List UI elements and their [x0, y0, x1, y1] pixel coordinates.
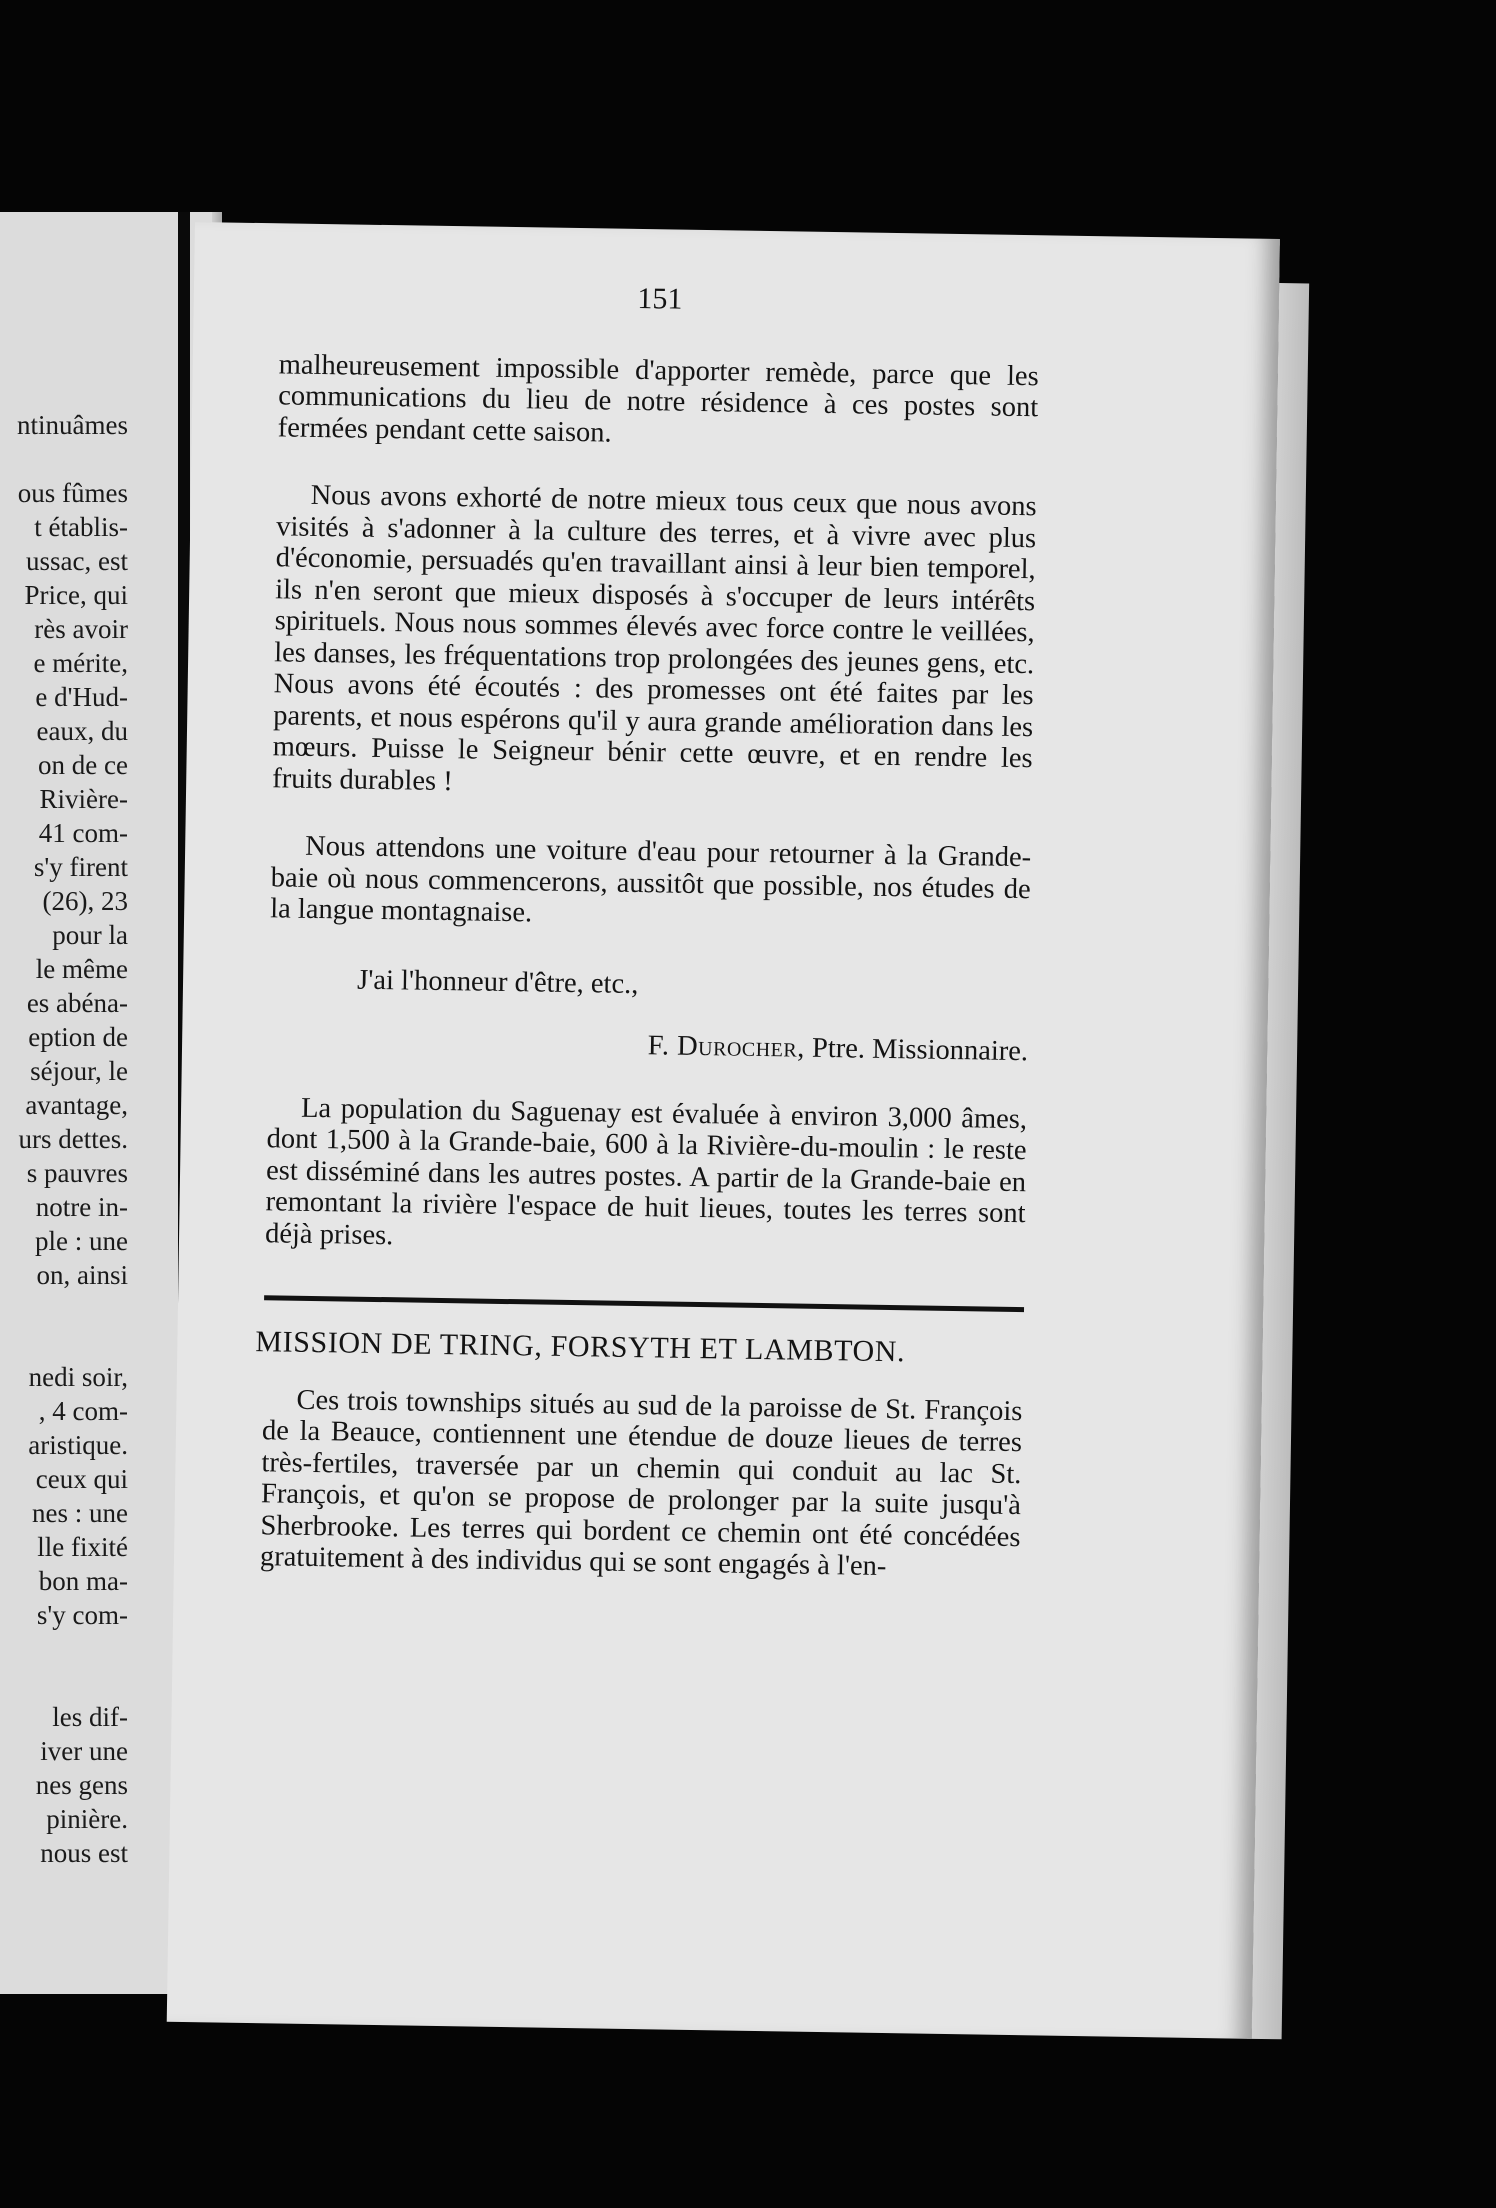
left-page-line: ous fûmes [17, 478, 128, 508]
left-page-line: (26), 23 [42, 886, 128, 916]
signature-name: F. Durocher, [647, 1030, 806, 1064]
left-page-line: iver une [40, 1736, 128, 1766]
left-page-line: nedi soir, [28, 1362, 128, 1392]
left-page-text [0, 408, 128, 1870]
section-divider [264, 1295, 1024, 1312]
left-page-line: nes gens [35, 1770, 128, 1800]
left-page-line: les dif- [52, 1702, 128, 1732]
left-page-line: le même [35, 954, 128, 984]
left-page-line: 41 com- [38, 818, 128, 848]
page-text-block [255, 281, 1039, 1584]
left-page-line: eaux, du [36, 716, 128, 746]
left-page-line: s'y com- [36, 1600, 128, 1630]
page-number: 151 [637, 281, 683, 316]
left-page-line: t établis- [34, 512, 128, 542]
left-page-line: nes : une [32, 1498, 128, 1528]
left-page-line: ntinuâmes [17, 410, 128, 440]
section-heading: MISSION DE TRING, FORSYTH ET LAMBTON. [255, 1325, 906, 1369]
left-page-line: on de ce [38, 750, 128, 780]
left-page-line: es abéna- [26, 988, 128, 1018]
left-page-line: avantage, [25, 1090, 128, 1120]
left-page-line: Rivière- [39, 784, 128, 814]
left-page-line: Price, qui [24, 580, 128, 610]
left-page-line [0, 1666, 128, 1700]
signature-title: Ptre. Missionnaire. [811, 1032, 1029, 1068]
population-note: La population du Saguenay est évaluée à environ 3,000 âmes, dont 1,500 à la Grande-baie, 600 à la Rivière-du-moulin : le reste est disséminé dans les autres postes. A partir de la Grande-baie en remontant la rivière l'espace de huit lieues, toutes les terres sont déjà prises. [264, 1092, 1028, 1251]
letter-closing: J'ai l'honneur d'être, etc., [356, 964, 639, 1000]
left-page-line: pour la [52, 920, 128, 950]
section-paragraph: Ces trois townships situés au sud de la paroisse de St. François de la Beauce, contiennent une étendue de douze lieues de terres très-fertiles, traversée par un chemin qui conduit au lac St. François, et qu'on se propose de prolonger par la suite jusqu'à Sherbrooke. Les terres qui bordent ce chemin ont été concédées gratuitement à des individus qui se sont engagés à l'en- [259, 1384, 1023, 1583]
left-page-line: , 4 com- [38, 1396, 128, 1426]
left-page-line: bon ma- [38, 1566, 128, 1596]
left-page-line: rès avoir [34, 614, 128, 644]
left-page-line: eption de [28, 1022, 128, 1052]
page-edge [1252, 283, 1310, 2039]
left-page-line: e d'Hud- [35, 682, 128, 712]
left-page-line [0, 1292, 128, 1326]
right-page [167, 222, 1280, 2039]
paragraph-continuation: malheureusement impossible d'apporter remède, parce que les communications du lieu de notre résidence à ces postes sont fermées pendant cette saison. [277, 348, 1039, 449]
left-page-line: notre in- [35, 1192, 128, 1222]
left-page-line [0, 442, 128, 476]
left-page-line: pinière. [46, 1804, 128, 1834]
left-page-line: ceux qui [35, 1464, 128, 1494]
left-page-line: ussac, est [26, 546, 128, 576]
left-page-line: nous est [40, 1838, 128, 1868]
left-page-line: urs dettes. [18, 1124, 128, 1154]
left-page-line [0, 1326, 128, 1360]
left-page-line: e mérite, [33, 648, 128, 678]
paragraph-exhortation: Nous avons exhorté de notre mieux tous ceux que nous avons visités à s'adonner à la culture des terres, et à vivre avec plus d'économie, persuadés qu'en travaillant ainsi à leur bien temporel, ils n'en seront que mieux disposés à s'occuper de leurs intérêts spirituels. Nous nous sommes élevés avec force contre le veillées, les danses, les fréquentations trop prolongées des jeunes gens, etc. Nous avons été écoutés : des promesses ont été faites par les parents, et nous espérons qu'il y aura grande amélioration dans les mœurs. Puisse le Seigneur bénir cette œuvre, et en rendre les fruits durables ! [272, 479, 1037, 797]
left-page-line: séjour, le [30, 1056, 128, 1086]
left-page-line: on, ainsi [36, 1260, 128, 1290]
left-page-line: lle fixité [37, 1532, 128, 1562]
left-page-line: s'y firent [33, 852, 128, 882]
paragraph-return: Nous attendons une voiture d'eau pour retourner à la Grande-baie où nous commencerons, aussitôt que possible, nos études de la langue montagnaise. [269, 830, 1032, 929]
left-page-line: s pauvres [26, 1158, 128, 1188]
left-page-line: aristique. [28, 1430, 128, 1460]
left-page-line: ple : une [35, 1226, 128, 1256]
left-page-line [0, 1632, 128, 1666]
